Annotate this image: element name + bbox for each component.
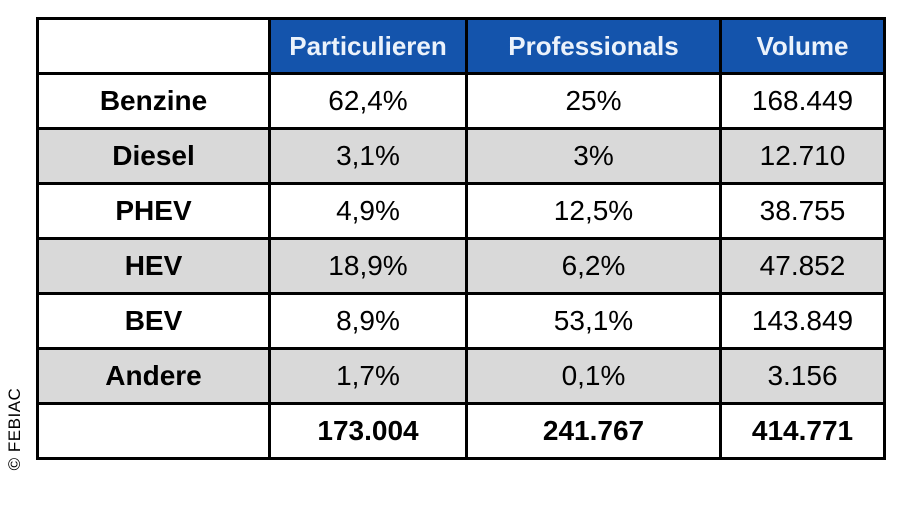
table-row-hev (38, 239, 885, 294)
cell-bev-volume: 143.849 (721, 294, 885, 349)
row-label-diesel: Diesel (38, 129, 270, 184)
cell-phev-professionals: 12,5% (467, 184, 721, 239)
row-label-bev: BEV (38, 294, 270, 349)
column-header-volume: Volume (721, 19, 885, 74)
column-header-particulieren: Particulieren (270, 19, 467, 74)
table-row-bev (38, 294, 885, 349)
cell-bev-particulieren: 8,9% (270, 294, 467, 349)
table-row-phev (38, 184, 885, 239)
cell-total-particulieren: 173.004 (270, 404, 467, 459)
cell-total-volume: 414.771 (721, 404, 885, 459)
cell-diesel-particulieren: 3,1% (270, 129, 467, 184)
cell-hev-professionals: 6,2% (467, 239, 721, 294)
fuel-type-registrations-table (36, 17, 886, 460)
cell-benzine-professionals: 25% (467, 74, 721, 129)
column-header-professionals: Professionals (467, 19, 721, 74)
cell-andere-volume: 3.156 (721, 349, 885, 404)
table-row-totals (38, 404, 885, 459)
cell-benzine-particulieren: 62,4% (270, 74, 467, 129)
cell-phev-particulieren: 4,9% (270, 184, 467, 239)
cell-phev-volume: 38.755 (721, 184, 885, 239)
cell-hev-volume: 47.852 (721, 239, 885, 294)
empty-total-label-cell (38, 404, 270, 459)
cell-benzine-volume: 168.449 (721, 74, 885, 129)
cell-total-professionals: 241.767 (467, 404, 721, 459)
cell-hev-particulieren: 18,9% (270, 239, 467, 294)
row-label-andere: Andere (38, 349, 270, 404)
table-row-benzine (38, 74, 885, 129)
row-label-benzine: Benzine (38, 74, 270, 129)
table-row-andere (38, 349, 885, 404)
cell-andere-professionals: 0,1% (467, 349, 721, 404)
row-label-hev: HEV (38, 239, 270, 294)
cell-diesel-professionals: 3% (467, 129, 721, 184)
table-row-diesel (38, 129, 885, 184)
cell-bev-professionals: 53,1% (467, 294, 721, 349)
febiac-copyright-watermark: © FEBIAC (5, 387, 24, 471)
empty-corner-cell (38, 19, 270, 74)
header-row (38, 19, 885, 74)
cell-andere-particulieren: 1,7% (270, 349, 467, 404)
cell-diesel-volume: 12.710 (721, 129, 885, 184)
row-label-phev: PHEV (38, 184, 270, 239)
